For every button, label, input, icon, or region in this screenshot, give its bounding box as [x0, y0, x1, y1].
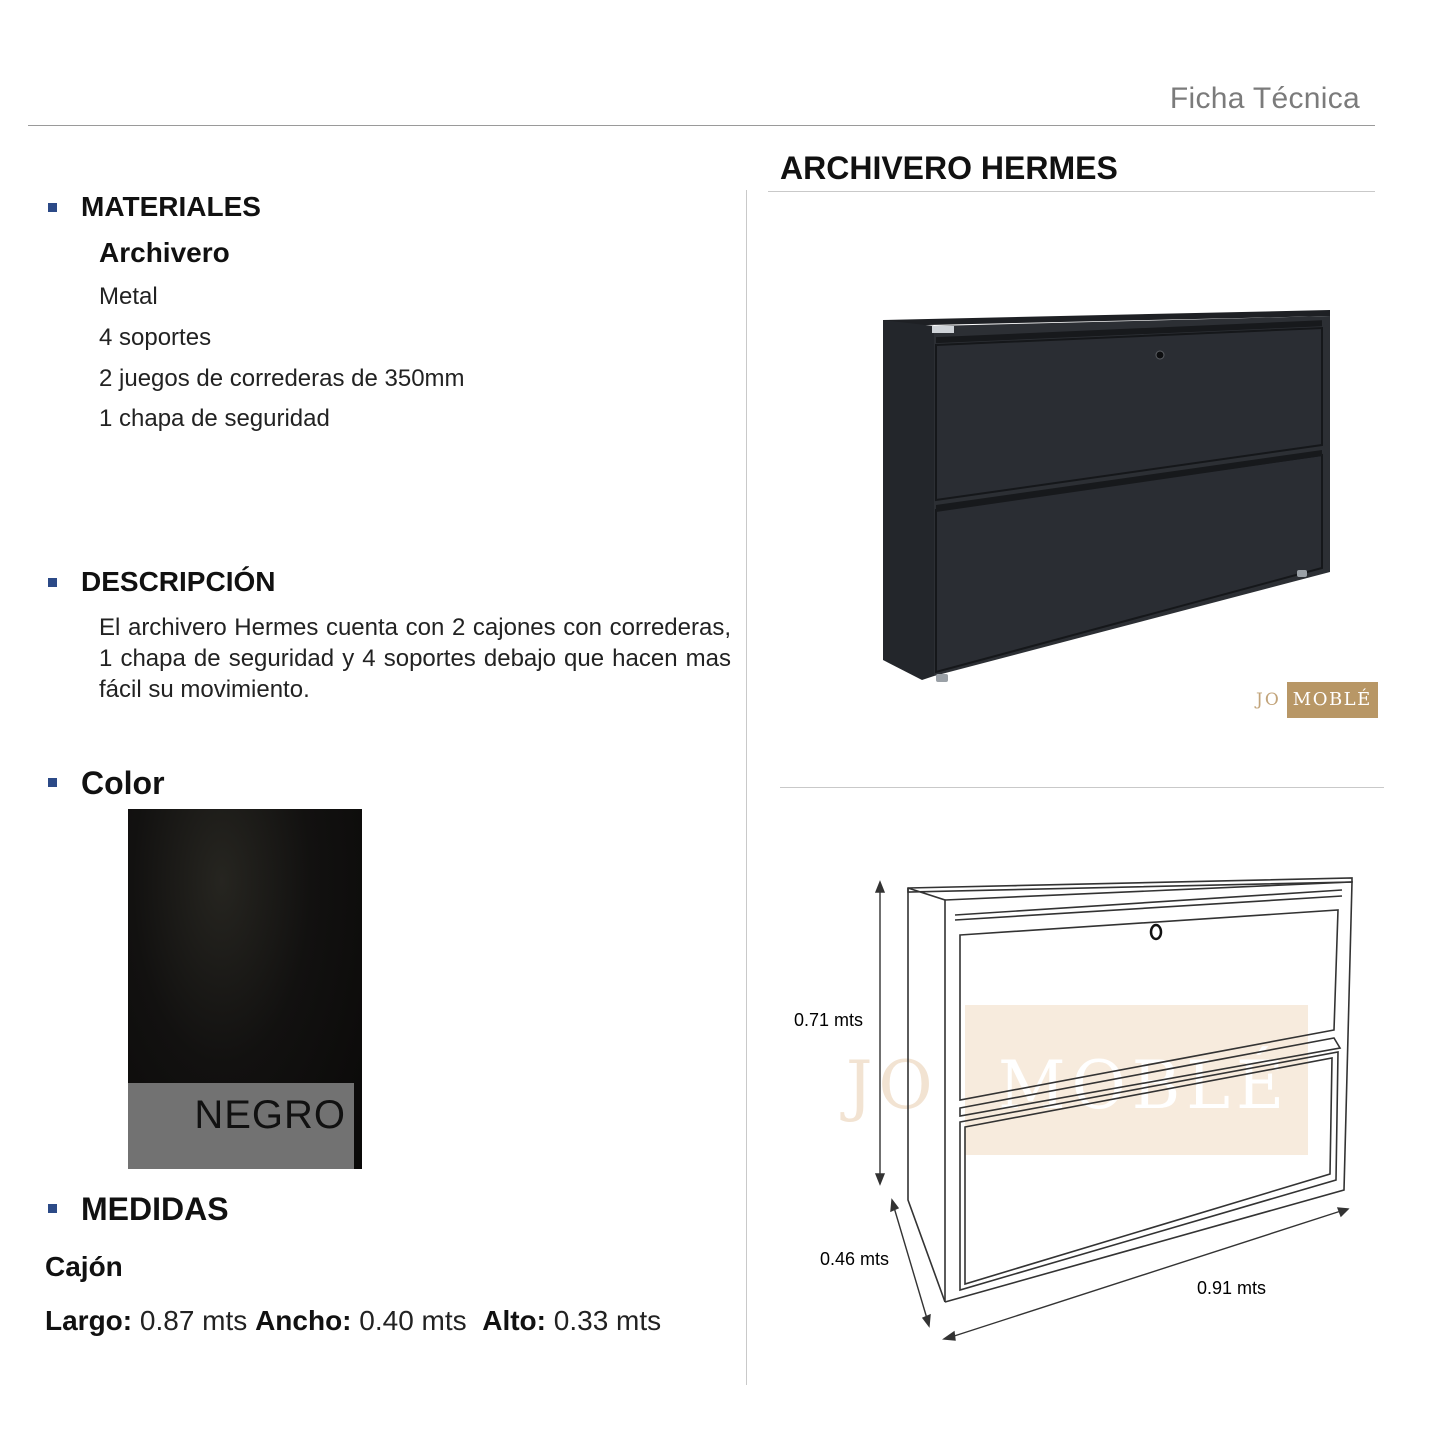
cabinet-foot	[1297, 570, 1307, 577]
product-title-divider	[768, 191, 1375, 192]
cabinet-side	[883, 320, 934, 680]
watermark-right: MOBLÉ	[998, 1047, 1291, 1124]
depth-label: 0.46 mts	[820, 1249, 890, 1269]
arrowhead	[876, 882, 884, 892]
alto-value: 0.33 mts	[553, 1305, 662, 1336]
outline-rail	[955, 890, 1342, 915]
product-title: ARCHIVERO HERMES	[780, 150, 1118, 186]
ancho-value: 0.40 mts	[359, 1305, 467, 1336]
width-label: 0.91 mts	[1197, 1278, 1267, 1298]
swatch-label: NEGRO	[194, 1093, 346, 1137]
measures-subtitle: Cajón	[45, 1251, 123, 1282]
largo-value: 0.87 mts	[139, 1305, 248, 1336]
arrowhead	[891, 1200, 898, 1211]
diagram-lock-icon	[1151, 925, 1161, 939]
material-item: 2 juegos de correderas de 350mm	[99, 365, 465, 392]
arrowhead	[876, 1174, 884, 1184]
largo-label: Largo:	[45, 1305, 133, 1336]
materials-subtitle: Archivero	[99, 237, 230, 268]
outline-rail	[955, 896, 1342, 920]
bullet-icon	[48, 778, 57, 787]
arrowhead	[1338, 1208, 1348, 1216]
cabinet-foot	[936, 674, 948, 682]
description-text: El archivero Hermes cuenta con 2 cajones con correderas, 1 chapa de seguridad y 4 soportes debajo que hacen mas fácil su movimiento.	[99, 614, 731, 703]
color-swatch	[128, 809, 362, 1169]
product-sticker	[932, 326, 954, 333]
lock-icon	[1156, 351, 1164, 359]
alto-label: Alto:	[482, 1305, 546, 1336]
logo-right-text: MOBLÉ	[1287, 682, 1378, 718]
material-item: Metal	[99, 283, 158, 310]
logo-left-text: JO	[1256, 690, 1281, 710]
page-header-title: Ficha Técnica	[1169, 82, 1360, 115]
description-title: DESCRIPCIÓN	[81, 566, 276, 597]
product-photo	[870, 300, 1340, 690]
measures-line	[45, 1305, 661, 1337]
bullet-icon	[48, 203, 57, 212]
bullet-icon	[48, 578, 57, 587]
brand-logo	[1256, 682, 1378, 718]
photo-divider	[780, 787, 1384, 788]
arrowhead	[944, 1332, 955, 1340]
material-item: 4 soportes	[99, 324, 212, 351]
swatch-label-band	[128, 1083, 354, 1169]
ancho-label: Ancho:	[255, 1305, 352, 1336]
header-divider	[28, 125, 1375, 126]
arrowhead	[923, 1315, 930, 1326]
depth-arrow	[893, 1204, 928, 1322]
measures-title: MEDIDAS	[81, 1191, 229, 1227]
color-title: Color	[81, 765, 165, 801]
material-item: 1 chapa de seguridad	[99, 405, 330, 432]
column-divider	[746, 190, 747, 1385]
height-label: 0.71 mts	[794, 1010, 864, 1030]
bullet-icon	[48, 1204, 57, 1213]
dimension-diagram	[780, 860, 1380, 1360]
materials-title: MATERIALES	[81, 191, 261, 222]
watermark-left: JO	[846, 1047, 939, 1124]
